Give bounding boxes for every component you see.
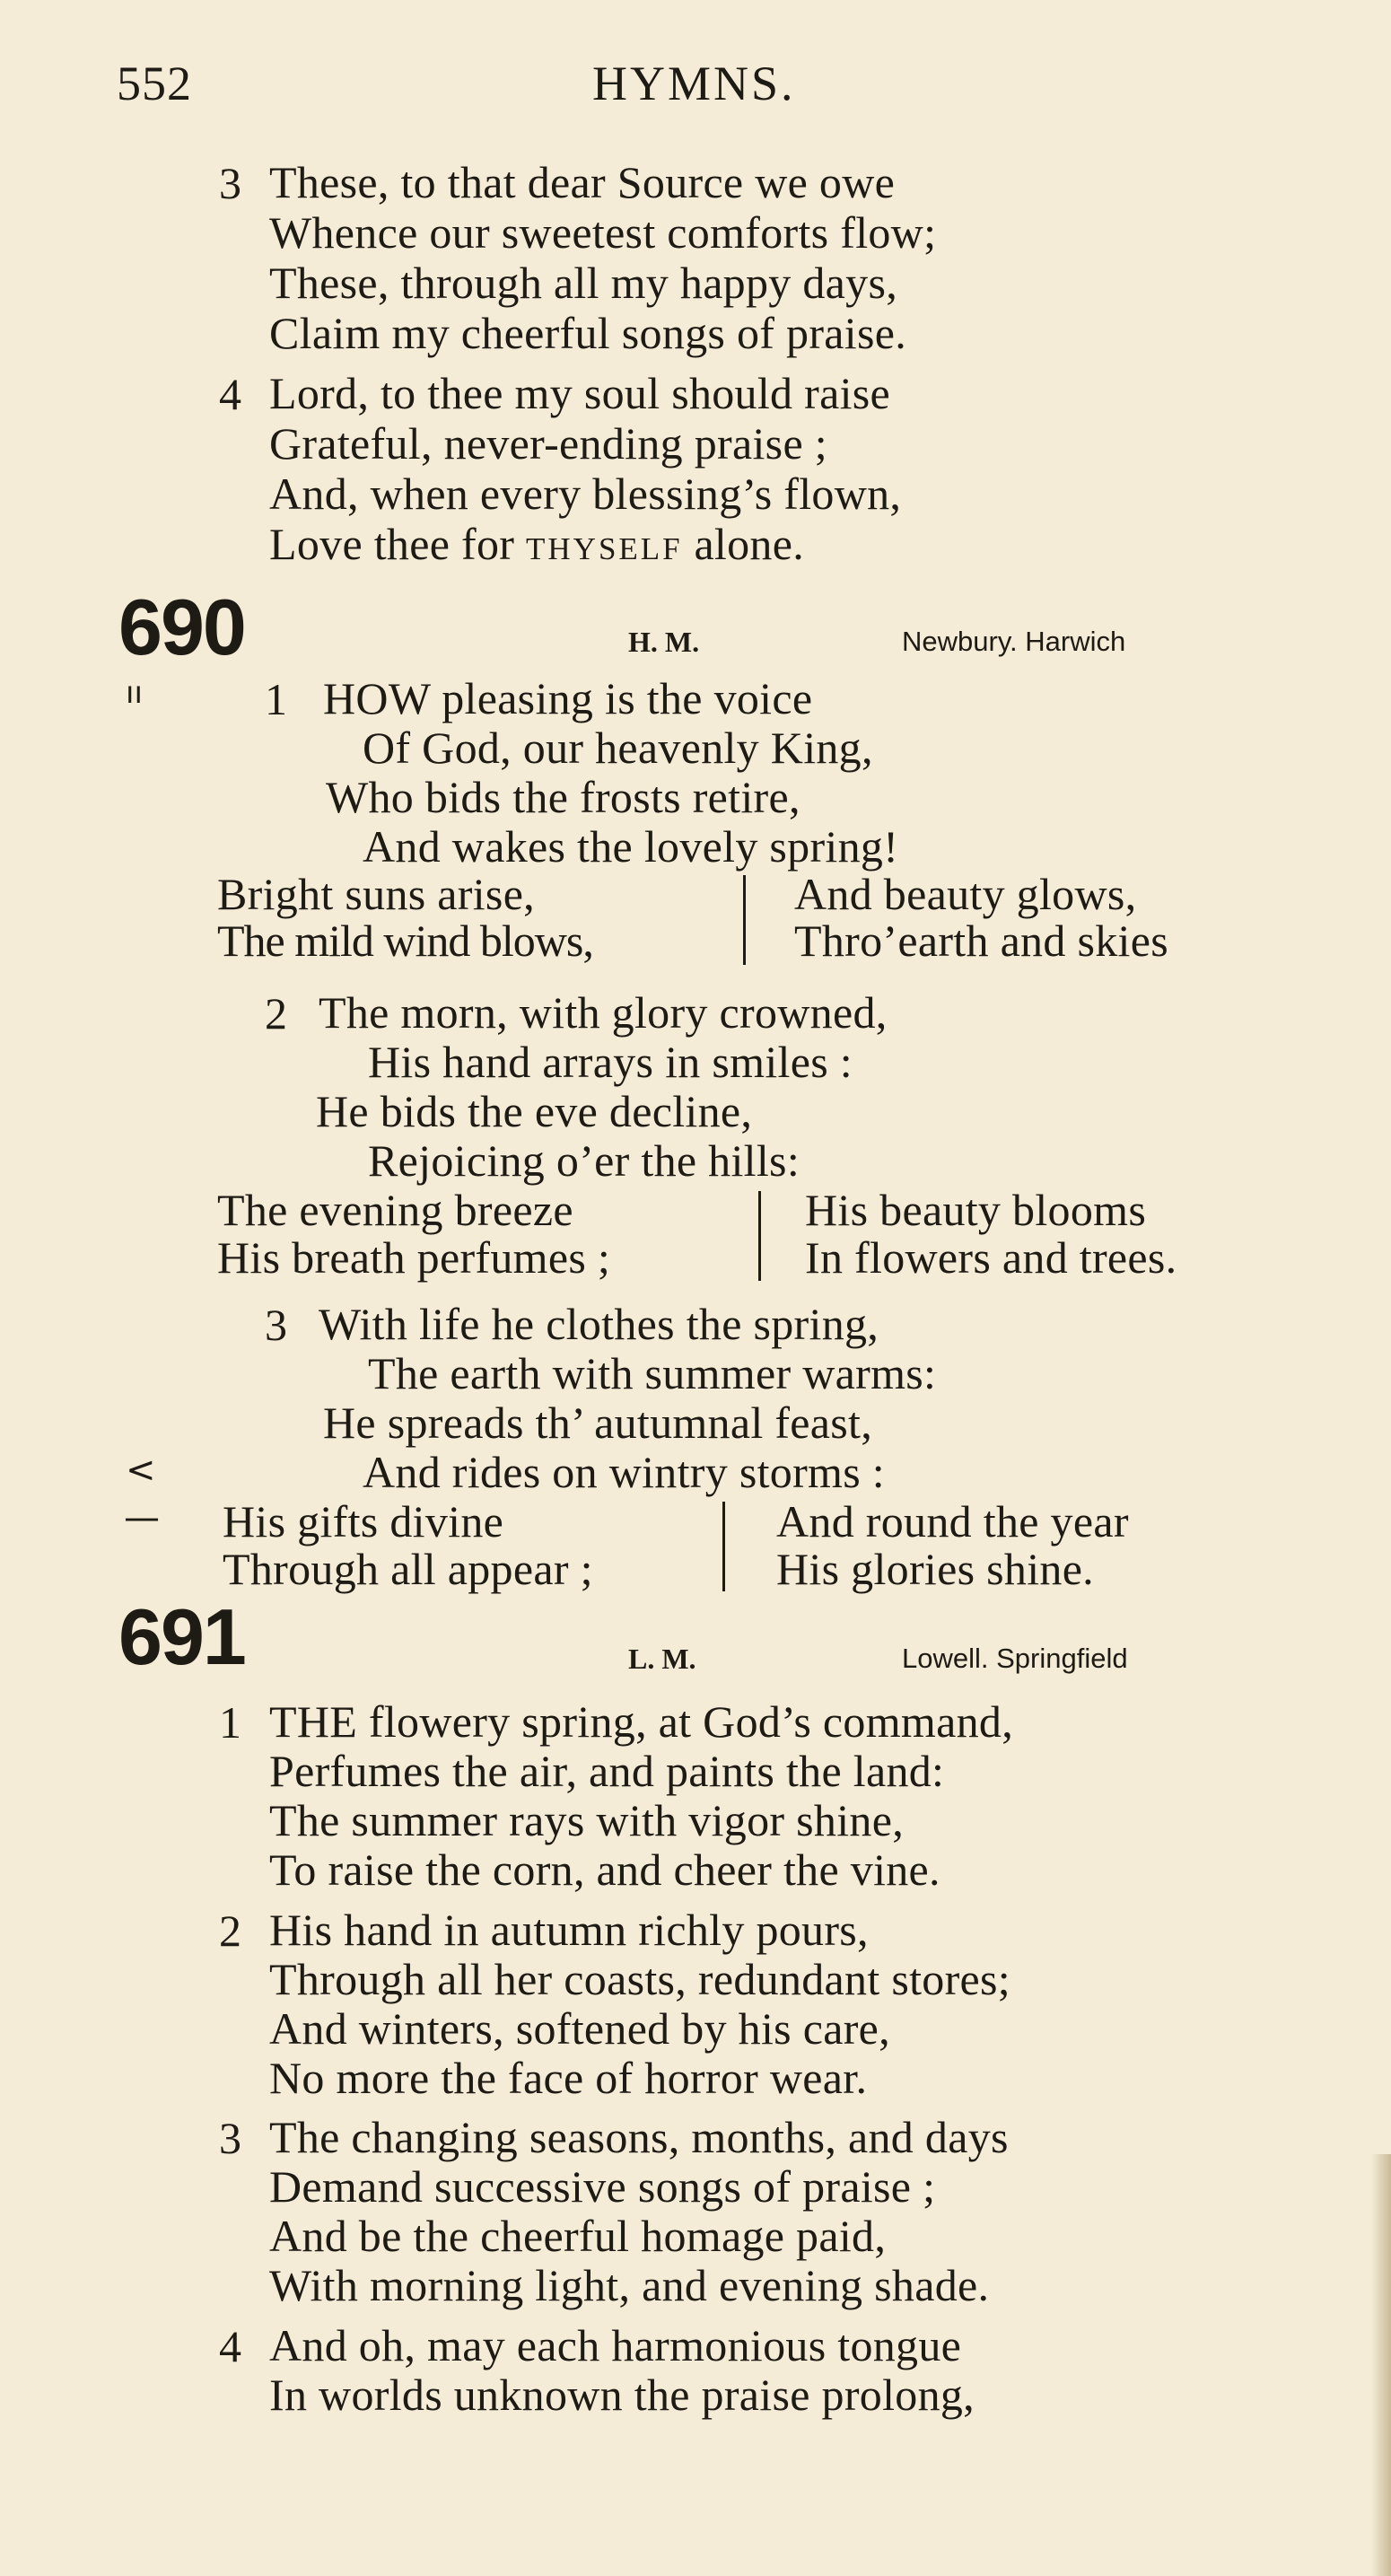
verse-line-right: And round the year bbox=[776, 1496, 1129, 1546]
stanza-number: 4 bbox=[219, 2321, 241, 2371]
verse-line-right: His beauty blooms bbox=[805, 1185, 1147, 1235]
stanza-number: 3 bbox=[265, 1300, 287, 1350]
page-edge-shadow bbox=[1371, 2154, 1391, 2576]
margin-mark: ıı bbox=[126, 675, 143, 711]
decrescendo-mark: < bbox=[126, 1450, 156, 1491]
verse-line: Whence our sweetest comforts flow; bbox=[269, 207, 937, 258]
small-caps-word: thyself bbox=[526, 519, 683, 569]
verse-line: And wakes the lovely spring! bbox=[363, 821, 899, 872]
verse-line-left: The mild wind blows, bbox=[217, 916, 593, 966]
tune-names bbox=[902, 626, 1125, 658]
verse-line-right: And beauty glows, bbox=[794, 869, 1137, 919]
tune-text: Newbury. Harwich bbox=[902, 626, 1126, 657]
verse-line: And rides on wintry storms : bbox=[363, 1447, 885, 1497]
verse-line-left: Bright suns arise, bbox=[217, 869, 535, 919]
verse-line: These, to that dear Source we owe bbox=[269, 157, 896, 207]
verse-line: Grateful, never-ending praise ; bbox=[269, 418, 827, 469]
verse-line: He bids the eve decline, bbox=[316, 1086, 753, 1136]
verse-line: Demand successive songs of praise ; bbox=[269, 2161, 936, 2212]
verse-line-right: In flowers and trees. bbox=[805, 1232, 1177, 1283]
verse-line: And be the cheerful homage paid, bbox=[269, 2211, 887, 2261]
running-title: HYMNS. bbox=[592, 57, 796, 110]
verse-line: His hand in autumn richly pours, bbox=[269, 1905, 869, 1955]
verse-line: And winters, softened by his care, bbox=[269, 2003, 890, 2054]
verse-line: Of God, our heavenly King, bbox=[363, 723, 873, 773]
verse-line: The changing seasons, months, and days bbox=[269, 2112, 1009, 2162]
verse-line: Rejoicing o’er the hills: bbox=[368, 1135, 800, 1186]
verse-text: Love thee for bbox=[269, 519, 527, 569]
verse-line: The morn, with glory crowned, bbox=[319, 987, 888, 1038]
verse-line: His hand arrays in smiles : bbox=[368, 1037, 853, 1087]
stanza-number: 2 bbox=[265, 988, 287, 1038]
verse-line: No more the face of horror wear. bbox=[269, 2053, 868, 2103]
verse-line: Claim my cheerful songs of praise. bbox=[269, 308, 907, 358]
column-divider bbox=[758, 1191, 761, 1281]
hymn-number: 690 bbox=[118, 583, 245, 671]
stanza-number: 3 bbox=[219, 2113, 241, 2163]
verse-line-left: The evening breeze bbox=[217, 1185, 573, 1235]
verse-line-left: His breath perfumes ; bbox=[217, 1232, 611, 1283]
verse-line: In worlds unknown the praise prolong, bbox=[269, 2370, 975, 2420]
verse-text: alone. bbox=[682, 519, 805, 569]
stanza-number: 1 bbox=[219, 1697, 241, 1748]
verse-line-left: His gifts divine bbox=[223, 1496, 504, 1546]
verse-line: To raise the corn, and cheer the vine. bbox=[269, 1844, 940, 1895]
verse-line: With morning light, and evening shade. bbox=[269, 2260, 990, 2310]
column-divider bbox=[743, 875, 746, 965]
verse-line: And oh, may each harmonious tongue bbox=[269, 2320, 962, 2370]
verse-line: And, when every blessing’s flown, bbox=[269, 469, 902, 519]
stanza-number: 3 bbox=[219, 158, 241, 208]
page-number: 552 bbox=[117, 57, 192, 110]
hymn-number: 691 bbox=[118, 1592, 245, 1681]
stanza-number: 4 bbox=[219, 369, 241, 419]
stanza-number: 1 bbox=[265, 674, 287, 724]
verse-line: Who bids the frosts retire, bbox=[326, 772, 800, 822]
verse-line: With life he clothes the spring, bbox=[319, 1299, 879, 1349]
tune-names bbox=[902, 1643, 1128, 1675]
verse-line: HOW pleasing is the voice bbox=[323, 673, 813, 723]
dash-mark: — bbox=[124, 1497, 160, 1538]
verse-line-right: His glories shine. bbox=[776, 1544, 1094, 1594]
hymn-meter: H. M. bbox=[628, 626, 700, 658]
column-divider bbox=[722, 1502, 725, 1591]
hymn-meter: L. M. bbox=[628, 1643, 696, 1675]
verse-line bbox=[269, 519, 804, 569]
verse-line: Through all her coasts, redundant stores; bbox=[269, 1954, 1010, 2004]
tune-text: Lowell. Springfield bbox=[902, 1643, 1128, 1674]
verse-line: THE flowery spring, at God’s command, bbox=[269, 1696, 1013, 1747]
verse-line-left: Through all appear ; bbox=[223, 1544, 593, 1594]
verse-line: The earth with summer warms: bbox=[368, 1348, 937, 1398]
verse-line: Lord, to thee my soul should raise bbox=[269, 368, 891, 418]
verse-line: These, through all my happy days, bbox=[269, 258, 898, 308]
verse-line: He spreads th’ autumnal feast, bbox=[323, 1398, 873, 1448]
stanza-number: 2 bbox=[219, 1906, 241, 1956]
verse-line: Perfumes the air, and paints the land: bbox=[269, 1746, 945, 1796]
verse-line: The summer rays with vigor shine, bbox=[269, 1795, 904, 1845]
verse-line-right: Thro’earth and skies bbox=[794, 916, 1168, 966]
